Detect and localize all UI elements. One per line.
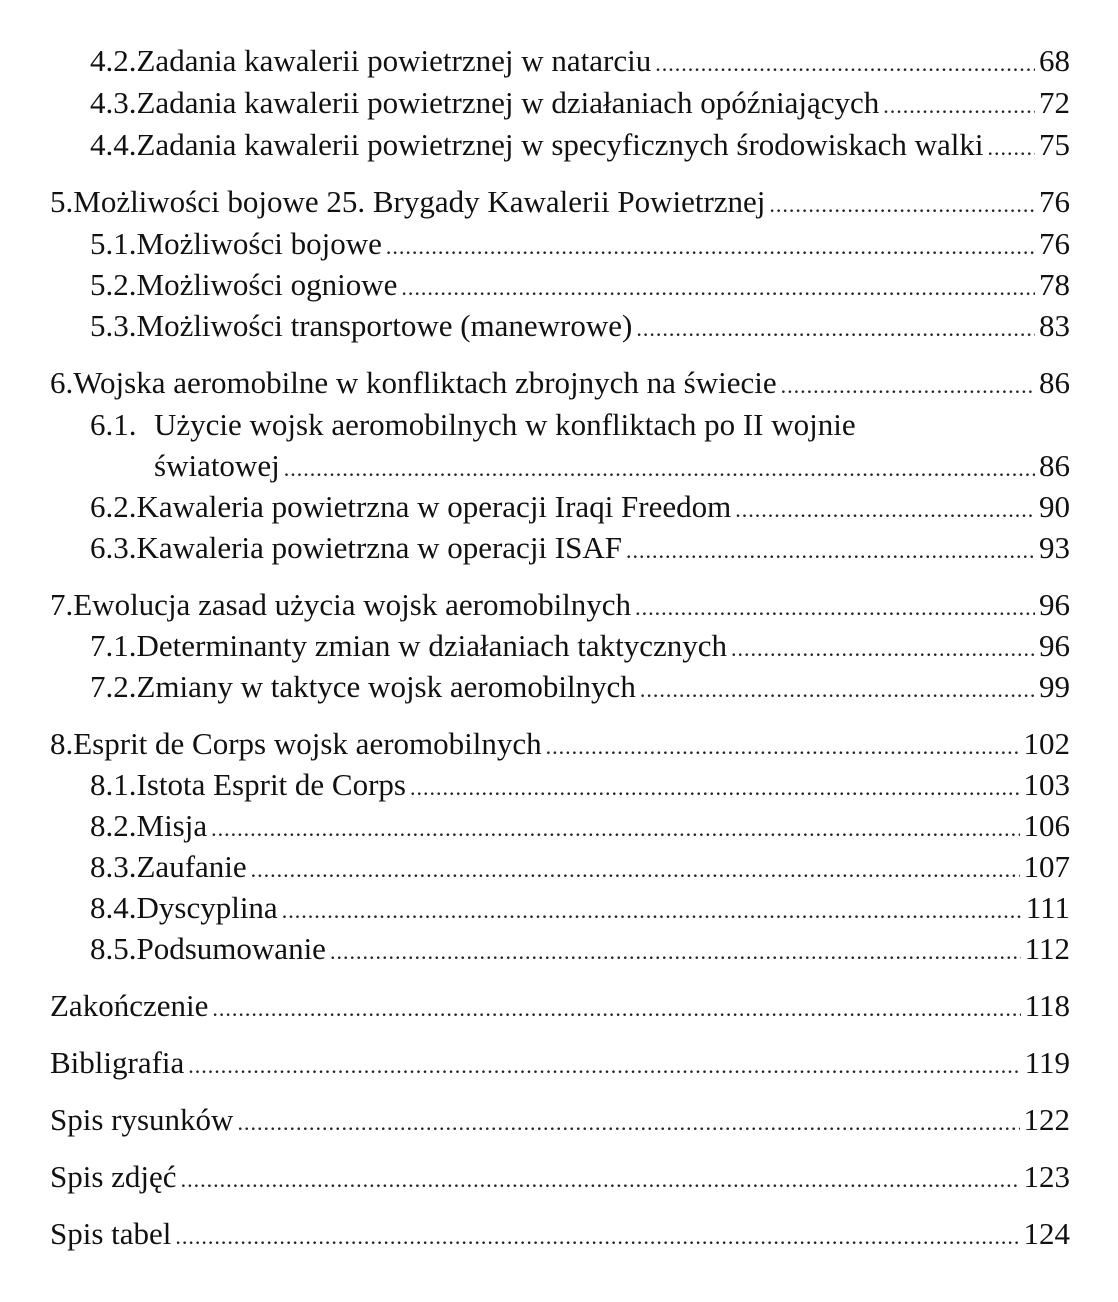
toc-entry-page: 93 <box>1039 530 1070 565</box>
toc-entry-title: Dyscyplina <box>136 890 278 925</box>
dot-leader <box>883 87 1035 125</box>
toc-entry-title: Zadania kawalerii powietrznej w działaniach opóźniających <box>136 85 880 120</box>
toc-entry-number: 6.1. <box>90 407 137 442</box>
dot-leader <box>636 310 1035 348</box>
toc-entry[interactable] <box>50 364 1070 405</box>
dot-leader <box>640 671 1035 709</box>
toc-entry-number: 8.1. <box>90 767 137 802</box>
toc-entry[interactable] <box>90 42 1070 83</box>
toc-entry-number: 7.2. <box>90 669 137 704</box>
toc-entry-page: 99 <box>1039 669 1070 704</box>
toc-entry-title: Możliwości bojowe <box>136 226 382 261</box>
toc-entry-page: 96 <box>1039 628 1070 663</box>
toc-entry-title: Zakończenie <box>50 988 209 1023</box>
dot-leader <box>211 810 1019 848</box>
dot-leader <box>735 491 1035 529</box>
toc-entry-title: Determinanty zmian w działaniach taktycznych <box>136 628 727 663</box>
dot-leader <box>282 892 1022 930</box>
toc-entry-page: 96 <box>1039 587 1070 622</box>
toc-entry-number: 8. <box>50 726 74 761</box>
toc-entry-title: Możliwości transportowe (manewrowe) <box>136 308 633 343</box>
dot-leader <box>175 1218 1019 1256</box>
toc-entry-page: 76 <box>1039 184 1070 219</box>
toc-entry-page: 75 <box>1039 127 1070 162</box>
toc-entry-number: 5.2. <box>90 267 137 302</box>
toc-entry-number: 7. <box>50 587 74 622</box>
toc-entry-page: 83 <box>1039 308 1070 343</box>
toc-entry-title: Ewolucja zasad użycia wojsk aeromobilnych <box>73 587 632 622</box>
toc-entry-number: 6. <box>50 365 74 400</box>
toc-entry-number: 8.3. <box>90 849 137 884</box>
dot-leader <box>188 1047 1020 1085</box>
toc-entry-title: Kawaleria powietrzna w operacji Iraqi Freedom <box>136 489 732 524</box>
dot-leader <box>769 186 1035 224</box>
toc-entry-number: 4.2. <box>90 43 137 78</box>
dot-leader <box>330 933 1021 971</box>
toc-entry[interactable] <box>90 807 1070 848</box>
toc-entry-page: 107 <box>1023 849 1070 884</box>
toc-entry-number: 8.4. <box>90 890 137 925</box>
toc-entry[interactable] <box>90 488 1070 529</box>
toc-entry-number: 4.4. <box>90 127 137 162</box>
toc-entry-page: 103 <box>1023 767 1070 802</box>
dot-leader <box>386 228 1035 266</box>
toc-entry-page: 112 <box>1024 931 1070 966</box>
toc-entry-page: 124 <box>1023 1216 1070 1251</box>
toc-entry-page: 122 <box>1023 1102 1070 1137</box>
toc-entry[interactable] <box>90 848 1070 889</box>
toc-entry-number: 5.3. <box>90 308 137 343</box>
toc-entry-number: 5. <box>50 184 74 219</box>
toc-entry-number: 8.2. <box>90 808 137 843</box>
toc-entry-title: Zadania kawalerii powietrznej w natarciu <box>136 43 652 78</box>
toc-entry-title: Zadania kawalerii powietrznej w specyficznych środowiskach walki <box>136 127 984 162</box>
toc-entry-title: Wojska aeromobilne w konfliktach zbrojnych na świecie <box>73 365 777 400</box>
toc-entry[interactable] <box>50 987 1070 1028</box>
toc-entry-page: 76 <box>1039 226 1070 261</box>
toc-entry[interactable] <box>90 126 1070 167</box>
toc-entry-number: 5.1. <box>90 226 137 261</box>
toc-entry-title: Zaufanie <box>136 849 247 884</box>
dot-leader <box>655 45 1035 83</box>
dot-leader <box>401 269 1035 307</box>
toc-entry-number: 8.5. <box>90 931 137 966</box>
toc-entry[interactable] <box>90 84 1070 125</box>
toc-entry-page: 86 <box>1039 365 1070 400</box>
toc-entry[interactable] <box>50 725 1070 766</box>
toc-entry[interactable] <box>50 1158 1070 1199</box>
toc-entry-page: 119 <box>1024 1045 1070 1080</box>
dot-leader <box>626 532 1035 570</box>
toc-entry[interactable] <box>90 225 1070 266</box>
toc-entry-title: Spis zdjęć <box>50 1159 177 1194</box>
dot-leader <box>212 990 1020 1028</box>
toc-entry-title: Możliwości ogniowe <box>136 267 398 302</box>
toc-entry[interactable] <box>154 447 1070 488</box>
dot-leader <box>251 851 1020 889</box>
dot-leader <box>410 769 1020 807</box>
toc-entry-title: Esprit de Corps wojsk aeromobilnych <box>73 726 542 761</box>
toc-entry-title: Użycie wojsk aeromobilnych w konfliktach po II wojnie <box>154 407 856 442</box>
toc-entry-title: Spis tabel <box>50 1216 172 1251</box>
toc-entry[interactable] <box>90 668 1070 709</box>
dot-leader <box>635 589 1035 627</box>
toc-entry-page: 68 <box>1039 43 1070 78</box>
toc-entry-page: 72 <box>1039 85 1070 120</box>
dot-leader <box>731 630 1035 668</box>
toc-entry-page: 78 <box>1039 267 1070 302</box>
dot-leader <box>781 367 1035 405</box>
toc-entry-number: 4.3. <box>90 85 137 120</box>
toc-entry-title: Istota Esprit de Corps <box>136 767 406 802</box>
toc-entry-page: 86 <box>1039 448 1070 483</box>
dot-leader <box>988 129 1035 167</box>
toc-entry[interactable] <box>50 1101 1070 1142</box>
toc-entry-page: 90 <box>1039 489 1070 524</box>
toc-entry[interactable] <box>50 183 1070 224</box>
toc-entry[interactable] <box>50 1044 1070 1085</box>
dot-leader <box>546 728 1020 766</box>
toc-entry-page: 123 <box>1023 1159 1070 1194</box>
toc-entry-number: 7.1. <box>90 628 137 663</box>
toc-entry[interactable] <box>90 930 1070 971</box>
dot-leader <box>237 1104 1019 1142</box>
toc-entry-first-line[interactable] <box>90 406 856 444</box>
toc-entry-page: 111 <box>1025 890 1070 925</box>
toc-entry[interactable] <box>90 627 1070 668</box>
toc-entry[interactable] <box>90 307 1070 348</box>
toc-entry-title: Możliwości bojowe 25. Brygady Kawalerii Powietrznej <box>73 184 766 219</box>
toc-entry[interactable] <box>90 529 1070 570</box>
toc-entry-page: 106 <box>1023 808 1070 843</box>
toc-entry-title: Kawaleria powietrzna w operacji ISAF <box>136 530 622 565</box>
toc-entry[interactable] <box>90 889 1070 930</box>
toc-entry-title: Zmiany w taktyce wojsk aeromobilnych <box>136 669 636 704</box>
toc-entry-title: Spis rysunków <box>50 1102 234 1137</box>
toc-entry-page: 102 <box>1023 726 1070 761</box>
toc-entry[interactable] <box>90 266 1070 307</box>
toc-entry-title-continuation: światowej <box>154 448 280 483</box>
toc-entry-title: Podsumowanie <box>136 931 326 966</box>
toc-entry-title: Misja <box>136 808 208 843</box>
toc-entry-number: 6.3. <box>90 530 137 565</box>
dot-leader <box>181 1161 1020 1199</box>
toc-entry-title: Bibligrafia <box>50 1045 185 1080</box>
toc-entry[interactable] <box>50 1215 1070 1256</box>
toc-entry-page: 118 <box>1024 988 1070 1023</box>
dot-leader <box>284 450 1035 488</box>
toc-entry[interactable] <box>50 586 1070 627</box>
toc-entry-number: 6.2. <box>90 489 137 524</box>
toc-entry[interactable] <box>90 766 1070 807</box>
